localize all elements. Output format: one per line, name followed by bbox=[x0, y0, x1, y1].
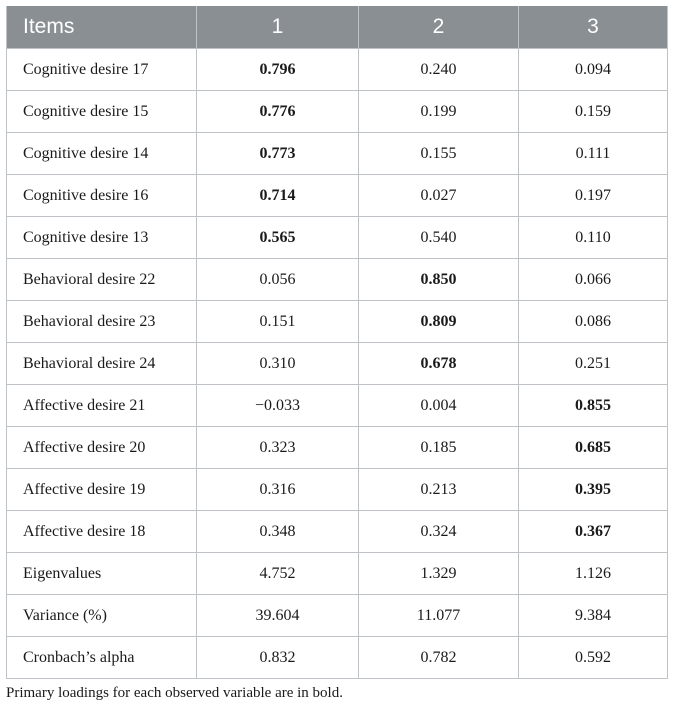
loading-value-factor-1: −0.033 bbox=[197, 385, 359, 427]
row-label: Behavioral desire 22 bbox=[7, 259, 197, 301]
loading-value-factor-2: 0.199 bbox=[359, 91, 519, 133]
loading-value-factor-1: 0.773 bbox=[197, 133, 359, 175]
loading-value-factor-1: 0.565 bbox=[197, 217, 359, 259]
row-label: Affective desire 18 bbox=[7, 511, 197, 553]
loading-value-factor-2: 1.329 bbox=[359, 553, 519, 595]
loading-value-factor-3: 0.159 bbox=[519, 91, 668, 133]
table-row bbox=[7, 49, 668, 91]
loading-value-factor-1: 0.310 bbox=[197, 343, 359, 385]
loading-value-factor-3: 9.384 bbox=[519, 595, 668, 637]
loading-value-factor-2: 11.077 bbox=[359, 595, 519, 637]
header-factor-2: 2 bbox=[359, 6, 519, 49]
loading-value-factor-2: 0.809 bbox=[359, 301, 519, 343]
loading-value-factor-2: 0.540 bbox=[359, 217, 519, 259]
loading-value-factor-1: 0.348 bbox=[197, 511, 359, 553]
loading-value-factor-3: 0.066 bbox=[519, 259, 668, 301]
loading-value-factor-1: 0.776 bbox=[197, 91, 359, 133]
header-factor-3: 3 bbox=[519, 6, 668, 49]
loading-value-factor-3: 0.086 bbox=[519, 301, 668, 343]
table-row bbox=[7, 343, 668, 385]
row-label: Cognitive desire 14 bbox=[7, 133, 197, 175]
loading-value-factor-2: 0.155 bbox=[359, 133, 519, 175]
row-label: Behavioral desire 23 bbox=[7, 301, 197, 343]
table-row bbox=[7, 637, 668, 679]
row-label: Eigenvalues bbox=[7, 553, 197, 595]
loading-value-factor-2: 0.850 bbox=[359, 259, 519, 301]
loading-value-factor-3: 0.592 bbox=[519, 637, 668, 679]
loading-value-factor-1: 0.714 bbox=[197, 175, 359, 217]
table-header bbox=[7, 6, 668, 49]
loading-value-factor-2: 0.324 bbox=[359, 511, 519, 553]
table-row bbox=[7, 511, 668, 553]
header-factor-1: 1 bbox=[197, 6, 359, 49]
table-footnote: Primary loadings for each observed variable are in bold. bbox=[6, 685, 343, 701]
loading-value-factor-2: 0.678 bbox=[359, 343, 519, 385]
loading-value-factor-1: 0.796 bbox=[197, 49, 359, 91]
table-container bbox=[6, 6, 667, 702]
row-label: Cognitive desire 15 bbox=[7, 91, 197, 133]
loading-value-factor-1: 4.752 bbox=[197, 553, 359, 595]
loading-value-factor-1: 0.832 bbox=[197, 637, 359, 679]
loading-value-factor-2: 0.027 bbox=[359, 175, 519, 217]
loading-value-factor-1: 0.056 bbox=[197, 259, 359, 301]
table-row bbox=[7, 385, 668, 427]
table-row bbox=[7, 553, 668, 595]
row-label: Variance (%) bbox=[7, 595, 197, 637]
loading-value-factor-3: 0.685 bbox=[519, 427, 668, 469]
loading-value-factor-3: 0.395 bbox=[519, 469, 668, 511]
row-label: Behavioral desire 24 bbox=[7, 343, 197, 385]
loading-value-factor-3: 0.094 bbox=[519, 49, 668, 91]
row-label: Cronbach’s alpha bbox=[7, 637, 197, 679]
loading-value-factor-3: 0.197 bbox=[519, 175, 668, 217]
loading-value-factor-3: 0.110 bbox=[519, 217, 668, 259]
table-row bbox=[7, 301, 668, 343]
loading-value-factor-1: 0.323 bbox=[197, 427, 359, 469]
loading-value-factor-2: 0.240 bbox=[359, 49, 519, 91]
table-row bbox=[7, 133, 668, 175]
factor-loadings-table bbox=[6, 6, 668, 679]
row-label: Affective desire 20 bbox=[7, 427, 197, 469]
table-row bbox=[7, 595, 668, 637]
row-label: Affective desire 19 bbox=[7, 469, 197, 511]
row-label: Cognitive desire 13 bbox=[7, 217, 197, 259]
loading-value-factor-3: 0.855 bbox=[519, 385, 668, 427]
table-row bbox=[7, 259, 668, 301]
loading-value-factor-2: 0.185 bbox=[359, 427, 519, 469]
loading-value-factor-3: 1.126 bbox=[519, 553, 668, 595]
table-row bbox=[7, 217, 668, 259]
header-items: Items bbox=[7, 6, 197, 49]
loading-value-factor-1: 0.151 bbox=[197, 301, 359, 343]
loading-value-factor-2: 0.004 bbox=[359, 385, 519, 427]
loading-value-factor-1: 0.316 bbox=[197, 469, 359, 511]
table-row bbox=[7, 427, 668, 469]
row-label: Cognitive desire 16 bbox=[7, 175, 197, 217]
table-row bbox=[7, 469, 668, 511]
header-row bbox=[7, 6, 668, 49]
loading-value-factor-1: 39.604 bbox=[197, 595, 359, 637]
row-label: Cognitive desire 17 bbox=[7, 49, 197, 91]
table-row bbox=[7, 175, 668, 217]
table-row bbox=[7, 91, 668, 133]
loading-value-factor-3: 0.111 bbox=[519, 133, 668, 175]
table-body bbox=[7, 49, 668, 679]
loading-value-factor-3: 0.367 bbox=[519, 511, 668, 553]
loading-value-factor-2: 0.782 bbox=[359, 637, 519, 679]
row-label: Affective desire 21 bbox=[7, 385, 197, 427]
loading-value-factor-2: 0.213 bbox=[359, 469, 519, 511]
loading-value-factor-3: 0.251 bbox=[519, 343, 668, 385]
